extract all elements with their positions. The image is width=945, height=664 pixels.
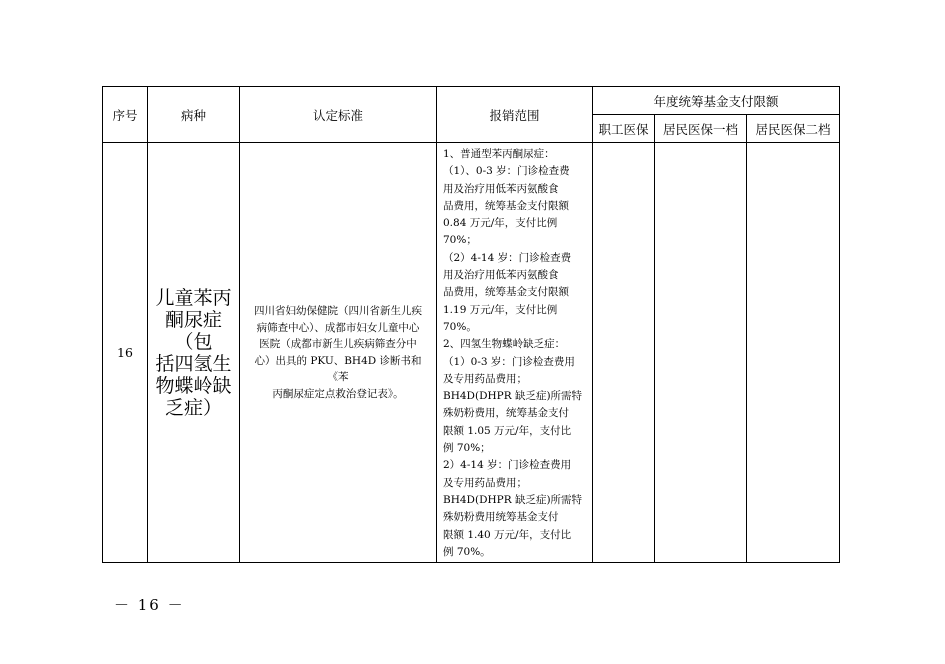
- scope-line: （1）、0-3 岁：门诊检查费: [443, 165, 570, 178]
- disease-line: 物蝶岭缺: [155, 374, 232, 397]
- scope-line: 0.84 万元/年，支付比例: [443, 217, 558, 230]
- header-resident-insurance-tier2: 居民医保二档: [747, 115, 840, 143]
- scope-line: 1、普通型苯丙酮尿症：: [443, 148, 555, 160]
- scope-line: BH4D(DHPR 缺乏症)所需特: [443, 390, 583, 403]
- scope-line: （1）0-3 岁：门诊检查费用: [443, 355, 575, 368]
- header-resident-insurance-tier1: 居民医保一档: [655, 115, 747, 143]
- criteria-line: 医院（成都市新生儿疾病筛查分中: [259, 338, 417, 350]
- scope-line: 2、四氢生物蝶岭缺乏症：: [443, 338, 566, 351]
- row-seq: 16: [103, 143, 148, 563]
- scope-line: 品费用，统筹基金支付限额: [443, 286, 569, 299]
- page-number: － 16 －: [114, 596, 185, 614]
- row-criteria: [240, 143, 437, 563]
- resident-tier1-limit-cell: [655, 143, 747, 563]
- criteria-line: 丙酮尿症定点救治登记表》。: [272, 387, 404, 400]
- resident-tier2-limit-cell: [747, 143, 840, 563]
- disease-line: 乏症）: [164, 396, 222, 419]
- scope-line: 殊奶粉费用统筹基金支付: [443, 511, 559, 524]
- scope-line: 及专用药品费用；: [443, 372, 527, 385]
- table-row: [103, 143, 840, 563]
- header-criteria: 认定标准: [240, 87, 437, 143]
- header-employee-insurance: 职工医保: [593, 115, 655, 143]
- header-disease: 病种: [148, 87, 240, 143]
- scope-line: 用及治疗用低苯丙氨酸食: [443, 182, 559, 195]
- reimbursement-table: [102, 86, 840, 563]
- scope-line: 70%；: [443, 234, 477, 247]
- scope-line: 例 70%。: [443, 545, 491, 558]
- row-scope: [437, 143, 593, 563]
- header-limit-group: 年度统筹基金支付限额: [593, 87, 840, 115]
- scope-line: 限额 1.40 万元/年，支付比: [443, 528, 572, 541]
- disease-line: 括四氢生: [155, 352, 232, 375]
- scope-line: 2）4-14 岁：门诊检查费用: [443, 459, 572, 472]
- scope-line: 1.19 万元/年，支付比例: [443, 303, 558, 316]
- scope-line: 70%。: [443, 320, 477, 333]
- scope-line: 及专用药品费用；: [443, 476, 527, 489]
- employee-insurance-limit-cell: [593, 143, 655, 563]
- scope-line: 限额 1.05 万元/年，支付比: [443, 424, 572, 437]
- disease-line: 儿童苯丙: [155, 286, 232, 309]
- criteria-line: 病筛查中心）、成都市妇女儿童中心: [256, 321, 420, 334]
- scope-line: 用及治疗用低苯丙氨酸食: [443, 269, 559, 282]
- scope-line: 品费用，统筹基金支付限额: [443, 199, 569, 212]
- header-scope: 报销范围: [437, 87, 593, 143]
- scope-line: 例 70%；: [443, 442, 491, 455]
- row-disease: [148, 143, 240, 563]
- header-seq: 序号: [103, 87, 148, 143]
- criteria-line: 心）出具的 PKU、BH4D 诊断书和《苯: [254, 354, 422, 383]
- scope-line: BH4D(DHPR 缺乏症)所需特: [443, 493, 583, 506]
- criteria-line: 四川省妇幼保健院（四川省新生儿疾: [254, 305, 422, 317]
- scope-line: 殊奶粉费用，统筹基金支付: [443, 407, 569, 420]
- scope-line: （2）4-14 岁：门诊检查费: [443, 251, 572, 264]
- disease-line: 酮尿症（包: [164, 308, 222, 353]
